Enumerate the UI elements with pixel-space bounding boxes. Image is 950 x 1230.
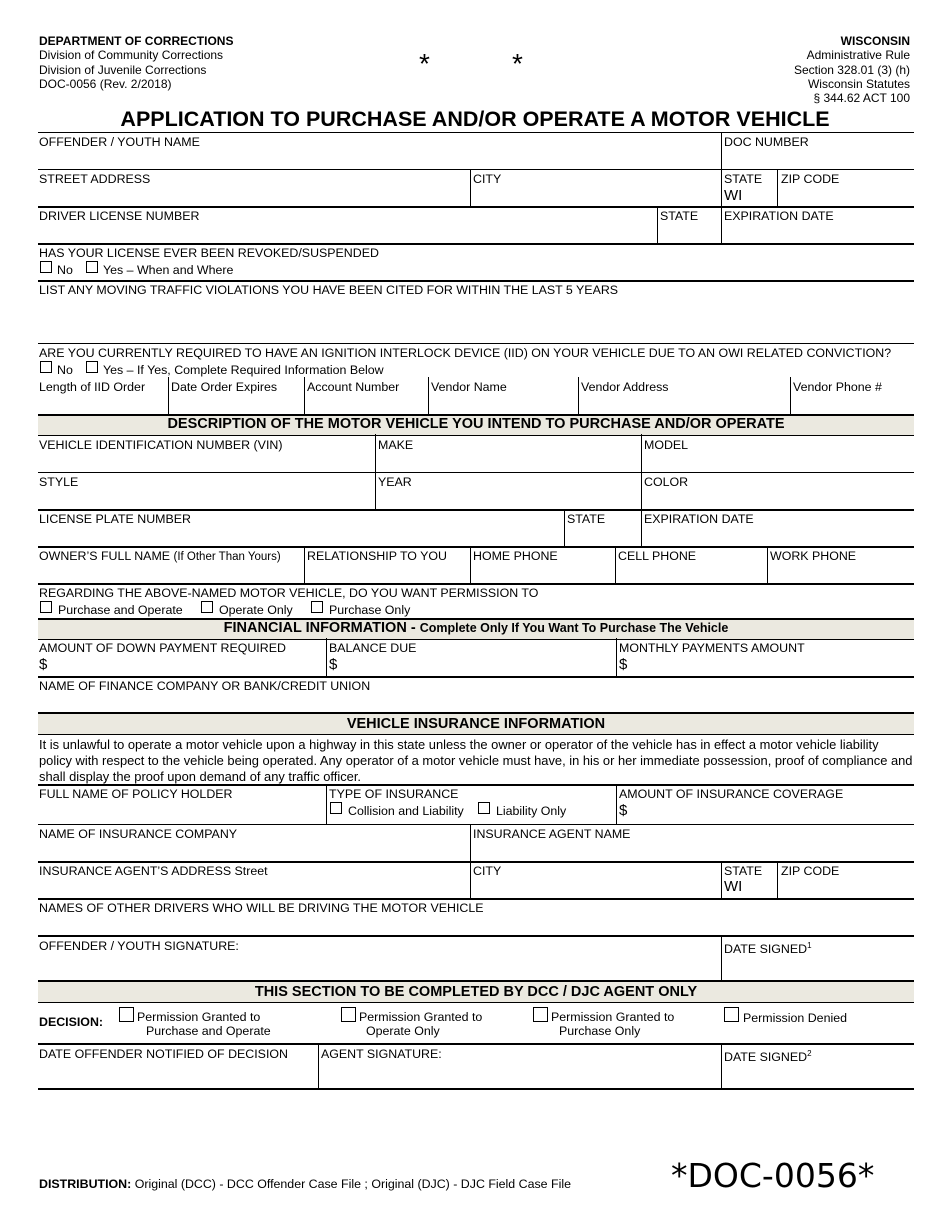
street-address-field[interactable]: STREET ADDRESS: [39, 172, 151, 186]
distribution-line: [39, 1177, 571, 1191]
granted-operate-line2: Operate Only: [366, 1024, 440, 1038]
purchase-operate-checkbox[interactable]: [40, 601, 52, 613]
vehicle-section-header: DESCRIPTION OF THE MOTOR VEHICLE YOU INTEND TO PURCHASE AND/OR OPERATE: [38, 414, 914, 436]
revoked-yes-label: Yes – When and Where: [103, 263, 234, 277]
admin-rule: Administrative Rule: [806, 48, 910, 63]
doc-number-field[interactable]: DOC NUMBER: [724, 135, 809, 149]
financial-section-header: [38, 618, 914, 640]
iid-no-checkbox[interactable]: [40, 361, 52, 373]
operate-only-label: Operate Only: [219, 603, 293, 617]
iid-account-field[interactable]: Account Number: [307, 380, 400, 394]
style-field[interactable]: STYLE: [39, 475, 79, 489]
plate-state-field[interactable]: STATE: [567, 512, 606, 526]
granted-purchase-line1: Permission Granted to: [551, 1010, 675, 1024]
operate-only-checkbox[interactable]: [201, 601, 213, 613]
license-plate-field[interactable]: LICENSE PLATE NUMBER: [39, 512, 191, 526]
agent-date-signed-field[interactable]: [724, 1047, 812, 1064]
permission-denied-checkbox[interactable]: [724, 1007, 739, 1022]
year-field[interactable]: YEAR: [378, 475, 412, 489]
division-juvenile: Division of Juvenile Corrections: [39, 62, 207, 77]
form-number: DOC-0056 (Rev. 2/2018): [39, 76, 172, 91]
coverage-dollar: $: [619, 802, 628, 819]
agent-name-field[interactable]: INSURANCE AGENT NAME: [473, 827, 631, 841]
revoked-no-label: No: [57, 263, 73, 277]
header-star-left: *: [419, 48, 430, 79]
offender-date-signed-label: DATE SIGNED: [724, 942, 808, 957]
balance-due-field[interactable]: BALANCE DUE: [329, 641, 417, 655]
agent-section-header: THIS SECTION TO BE COMPLETED BY DCC / DJC AGENT ONLY: [38, 980, 914, 1003]
iid-yes-label: Yes – If Yes, Complete Required Information Below: [103, 363, 384, 377]
plate-expiration-field[interactable]: EXPIRATION DATE: [644, 512, 754, 526]
iid-expires-field[interactable]: Date Order Expires: [171, 380, 278, 394]
iid-vendor-address-field[interactable]: Vendor Address: [581, 380, 669, 394]
revoked-question: HAS YOUR LICENSE EVER BEEN REVOKED/SUSPENDED: [39, 246, 379, 260]
page-title: APPLICATION TO PURCHASE AND/OR OPERATE A MOTOR VEHICLE: [120, 107, 830, 131]
owner-name-field[interactable]: [39, 549, 281, 564]
relationship-field[interactable]: RELATIONSHIP TO YOU: [307, 549, 448, 563]
monthly-payment-field[interactable]: MONTHLY PAYMENTS AMOUNT: [619, 641, 805, 655]
finance-company-field[interactable]: NAME OF FINANCE COMPANY OR BANK/CREDIT UNION: [39, 679, 371, 693]
monthly-payment-dollar: $: [619, 656, 628, 673]
financial-note: Complete Only If You Want To Purchase The Vehicle: [419, 621, 729, 635]
header-right: [794, 34, 910, 105]
iid-yes-checkbox[interactable]: [86, 361, 98, 373]
agent-state-label: STATE: [724, 864, 763, 878]
permission-question: REGARDING THE ABOVE-NAMED MOTOR VEHICLE, DO YOU WANT PERMISSION TO: [39, 586, 539, 600]
decision-label: DECISION:: [39, 1015, 104, 1029]
make-field[interactable]: MAKE: [378, 438, 414, 452]
footnote-1: 1: [807, 941, 812, 950]
insurance-type-label: TYPE OF INSURANCE: [329, 787, 459, 801]
iid-length-field[interactable]: Length of IID Order: [39, 380, 146, 394]
header-left: [39, 34, 233, 91]
license-expiration-field[interactable]: EXPIRATION DATE: [724, 209, 834, 223]
down-payment-dollar: $: [39, 656, 48, 673]
cell-phone-field[interactable]: CELL PHONE: [618, 549, 697, 563]
work-phone-field[interactable]: WORK PHONE: [770, 549, 857, 563]
vin-field[interactable]: VEHICLE IDENTIFICATION NUMBER (VIN): [39, 438, 283, 452]
header-star-right: *: [512, 48, 523, 79]
state-label: STATE: [724, 172, 763, 186]
zip-code-field[interactable]: ZIP CODE: [781, 172, 840, 186]
revoked-no-checkbox[interactable]: [40, 261, 52, 273]
balance-due-dollar: $: [329, 656, 338, 673]
rule-section: Section 328.01 (3) (h): [793, 62, 910, 77]
coverage-amount-field[interactable]: AMOUNT OF INSURANCE COVERAGE: [619, 787, 844, 801]
home-phone-field[interactable]: HOME PHONE: [473, 549, 558, 563]
color-field[interactable]: COLOR: [644, 475, 689, 489]
model-field[interactable]: MODEL: [644, 438, 689, 452]
state-name: WISCONSIN: [840, 34, 910, 48]
liability-only-label: Liability Only: [496, 804, 567, 818]
city-field[interactable]: CITY: [473, 172, 502, 186]
form-barcode-text: *DOC-0056*: [671, 1156, 875, 1195]
offender-signature-field[interactable]: OFFENDER / YOUTH SIGNATURE:: [39, 939, 239, 953]
iid-vendor-phone-field[interactable]: Vendor Phone #: [793, 380, 882, 394]
agent-signature-field[interactable]: AGENT SIGNATURE:: [321, 1047, 442, 1061]
granted-purchase-operate-line1: Permission Granted to: [137, 1010, 261, 1024]
statutes-label: Wisconsin Statutes: [807, 76, 910, 91]
division-community: Division of Community Corrections: [39, 48, 224, 63]
department-name: DEPARTMENT OF CORRECTIONS: [39, 34, 234, 48]
agent-date-signed-label: DATE SIGNED: [724, 1050, 808, 1065]
state-value[interactable]: WI: [724, 187, 743, 204]
insurance-section-header: VEHICLE INSURANCE INFORMATION: [38, 712, 914, 735]
iid-question: ARE YOU CURRENTLY REQUIRED TO HAVE AN IGNITION INTERLOCK DEVICE (IID) ON YOUR VEHICLE DUE TO AN OWI RELATED CONVICTION?: [39, 346, 892, 360]
permission-denied-label: Permission Denied: [743, 1011, 847, 1025]
granted-operate-line1: Permission Granted to: [359, 1010, 483, 1024]
purchase-operate-label: Purchase and Operate: [58, 603, 183, 617]
agent-city-field[interactable]: CITY: [473, 864, 502, 878]
granted-purchase-checkbox[interactable]: [533, 1007, 548, 1022]
offender-name-field[interactable]: OFFENDER / YOUTH NAME: [39, 135, 200, 149]
agent-zip-field[interactable]: ZIP CODE: [781, 864, 840, 878]
purchase-only-label: Purchase Only: [329, 603, 411, 617]
granted-purchase-operate-checkbox[interactable]: [119, 1007, 134, 1022]
policy-holder-field[interactable]: FULL NAME OF POLICY HOLDER: [39, 787, 233, 801]
statute-section: § 344.62 ACT 100: [813, 91, 910, 106]
financial-title: FINANCIAL INFORMATION -: [223, 620, 416, 636]
collision-liability-label: Collision and Liability: [348, 804, 464, 818]
agent-address-field[interactable]: INSURANCE AGENT’S ADDRESS Street: [39, 864, 268, 878]
down-payment-field[interactable]: AMOUNT OF DOWN PAYMENT REQUIRED: [39, 641, 286, 655]
offender-date-signed-field[interactable]: [724, 939, 812, 956]
granted-purchase-operate-line2: Purchase and Operate: [146, 1024, 271, 1038]
granted-operate-checkbox[interactable]: [341, 1007, 356, 1022]
owner-name-note: (If Other Than Yours): [173, 551, 281, 563]
insurance-company-field[interactable]: NAME OF INSURANCE COMPANY: [39, 827, 238, 841]
collision-liability-checkbox[interactable]: [330, 802, 342, 814]
distribution-label: DISTRIBUTION:: [39, 1177, 132, 1191]
revoked-yes-checkbox[interactable]: [86, 261, 98, 273]
iid-vendor-name-field[interactable]: Vendor Name: [431, 380, 507, 394]
insurance-notice: It is unlawful to operate a motor vehicle upon a highway in this state unless the owner or operator of the vehicle has in effect a motor vehicle liability policy with respect to the vehicle being operated. Any operator of a motor vehicle must have, in his or her immediate possession, proof of compliance and shall display the proof upon demand of any traffic officer.: [39, 737, 913, 784]
owner-name-label: OWNER’S FULL NAME: [39, 549, 171, 563]
distribution-text: Original (DCC) - DCC Offender Case File ; Original (DJC) - DJC Field Case File: [134, 1177, 571, 1191]
liability-only-checkbox[interactable]: [478, 802, 490, 814]
granted-purchase-line2: Purchase Only: [559, 1024, 641, 1038]
agent-state-value[interactable]: WI: [724, 878, 743, 895]
license-state-field[interactable]: STATE: [660, 209, 699, 223]
date-notified-field[interactable]: DATE OFFENDER NOTIFIED OF DECISION: [39, 1047, 288, 1061]
traffic-violations-field[interactable]: LIST ANY MOVING TRAFFIC VIOLATIONS YOU HAVE BEEN CITED FOR WITHIN THE LAST 5 YEARS: [39, 283, 619, 297]
other-drivers-field[interactable]: NAMES OF OTHER DRIVERS WHO WILL BE DRIVING THE MOTOR VEHICLE: [39, 901, 484, 915]
purchase-only-checkbox[interactable]: [311, 601, 323, 613]
footnote-2: 2: [807, 1049, 812, 1058]
iid-no-label: No: [57, 363, 73, 377]
driver-license-field[interactable]: DRIVER LICENSE NUMBER: [39, 209, 200, 223]
